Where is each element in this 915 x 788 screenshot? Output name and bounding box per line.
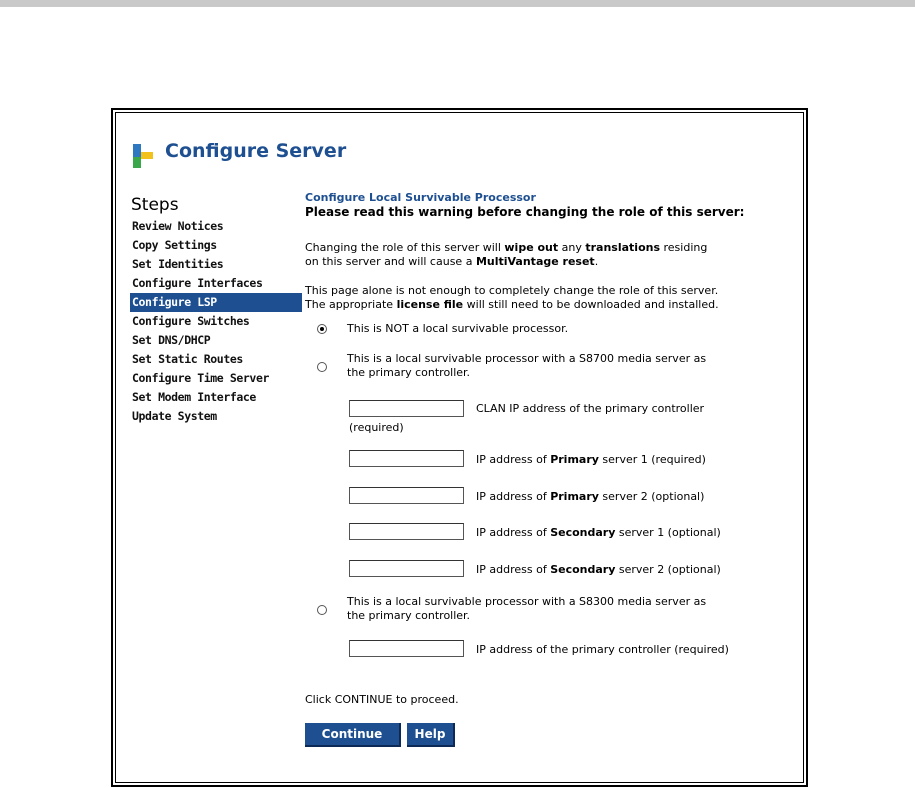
window-frame	[111, 108, 808, 787]
primary-server-2-input[interactable]	[349, 487, 464, 504]
help-button[interactable]: Help	[407, 723, 455, 747]
secondary-server-2-label: IP address of Secondary server 2 (optional)	[476, 563, 721, 576]
window-content	[115, 112, 804, 783]
primary-server-2-label: IP address of Primary server 2 (optional)	[476, 490, 705, 503]
step-update-system[interactable]: Update System	[132, 409, 217, 423]
license-paragraph: This page alone is not enough to completely change the role of this server. The appropriate license file will still need to be downloaded and installed.	[305, 284, 719, 311]
secondary-server-2-input[interactable]	[349, 560, 464, 577]
warning-paragraph: Changing the role of this server will wipe out any translations residing on this server and will cause a MultiVantage reset.	[305, 241, 708, 268]
radio-not-lsp-label: This is NOT a local survivable processor.	[347, 322, 569, 335]
step-configure-interfaces[interactable]: Configure Interfaces	[132, 276, 263, 290]
steps-list	[130, 217, 302, 426]
secondary-server-1-label: IP address of Secondary server 1 (optional)	[476, 526, 721, 539]
step-set-identities[interactable]: Set Identities	[132, 257, 224, 271]
step-configure-lsp[interactable]: Configure LSP	[130, 293, 302, 312]
radio-s8300-lsp[interactable]	[317, 605, 327, 615]
primary-controller-ip-label: IP address of the primary controller (required)	[476, 643, 729, 656]
main-panel	[305, 191, 805, 741]
section-heading: Configure Local Survivable Processor	[305, 191, 536, 204]
step-configure-switches[interactable]: Configure Switches	[132, 314, 250, 328]
server-logo-icon	[133, 144, 153, 168]
step-configure-time-server[interactable]: Configure Time Server	[132, 371, 269, 385]
proceed-instruction: Click CONTINUE to proceed.	[305, 693, 459, 706]
clan-ip-input[interactable]	[349, 400, 464, 417]
step-copy-settings[interactable]: Copy Settings	[132, 238, 217, 252]
primary-server-1-label: IP address of Primary server 1 (required)	[476, 453, 706, 466]
step-set-modem-interface[interactable]: Set Modem Interface	[132, 390, 256, 404]
top-bar	[0, 0, 915, 7]
radio-s8300-label: This is a local survivable processor with a S8300 media server as the primary controller.	[347, 595, 707, 622]
clan-ip-label: CLAN IP address of the primary controller	[476, 402, 705, 415]
continue-button[interactable]: Continue	[305, 723, 401, 747]
steps-heading: Steps	[131, 195, 179, 215]
radio-s8700-lsp[interactable]	[317, 362, 327, 372]
step-set-dns-dhcp[interactable]: Set DNS/DHCP	[132, 333, 211, 347]
primary-controller-ip-input[interactable]	[349, 640, 464, 657]
primary-server-1-input[interactable]	[349, 450, 464, 467]
secondary-server-1-input[interactable]	[349, 523, 464, 540]
radio-s8700-label: This is a local survivable processor with a S8700 media server as the primary controller.	[347, 352, 707, 379]
radio-not-lsp[interactable]	[317, 324, 327, 334]
step-review-notices[interactable]: Review Notices	[132, 219, 224, 233]
step-set-static-routes[interactable]: Set Static Routes	[132, 352, 243, 366]
page-title: Configure Server	[165, 140, 347, 162]
clan-ip-required: (required)	[349, 421, 404, 434]
warning-text: Please read this warning before changing the role of this server:	[305, 205, 745, 219]
